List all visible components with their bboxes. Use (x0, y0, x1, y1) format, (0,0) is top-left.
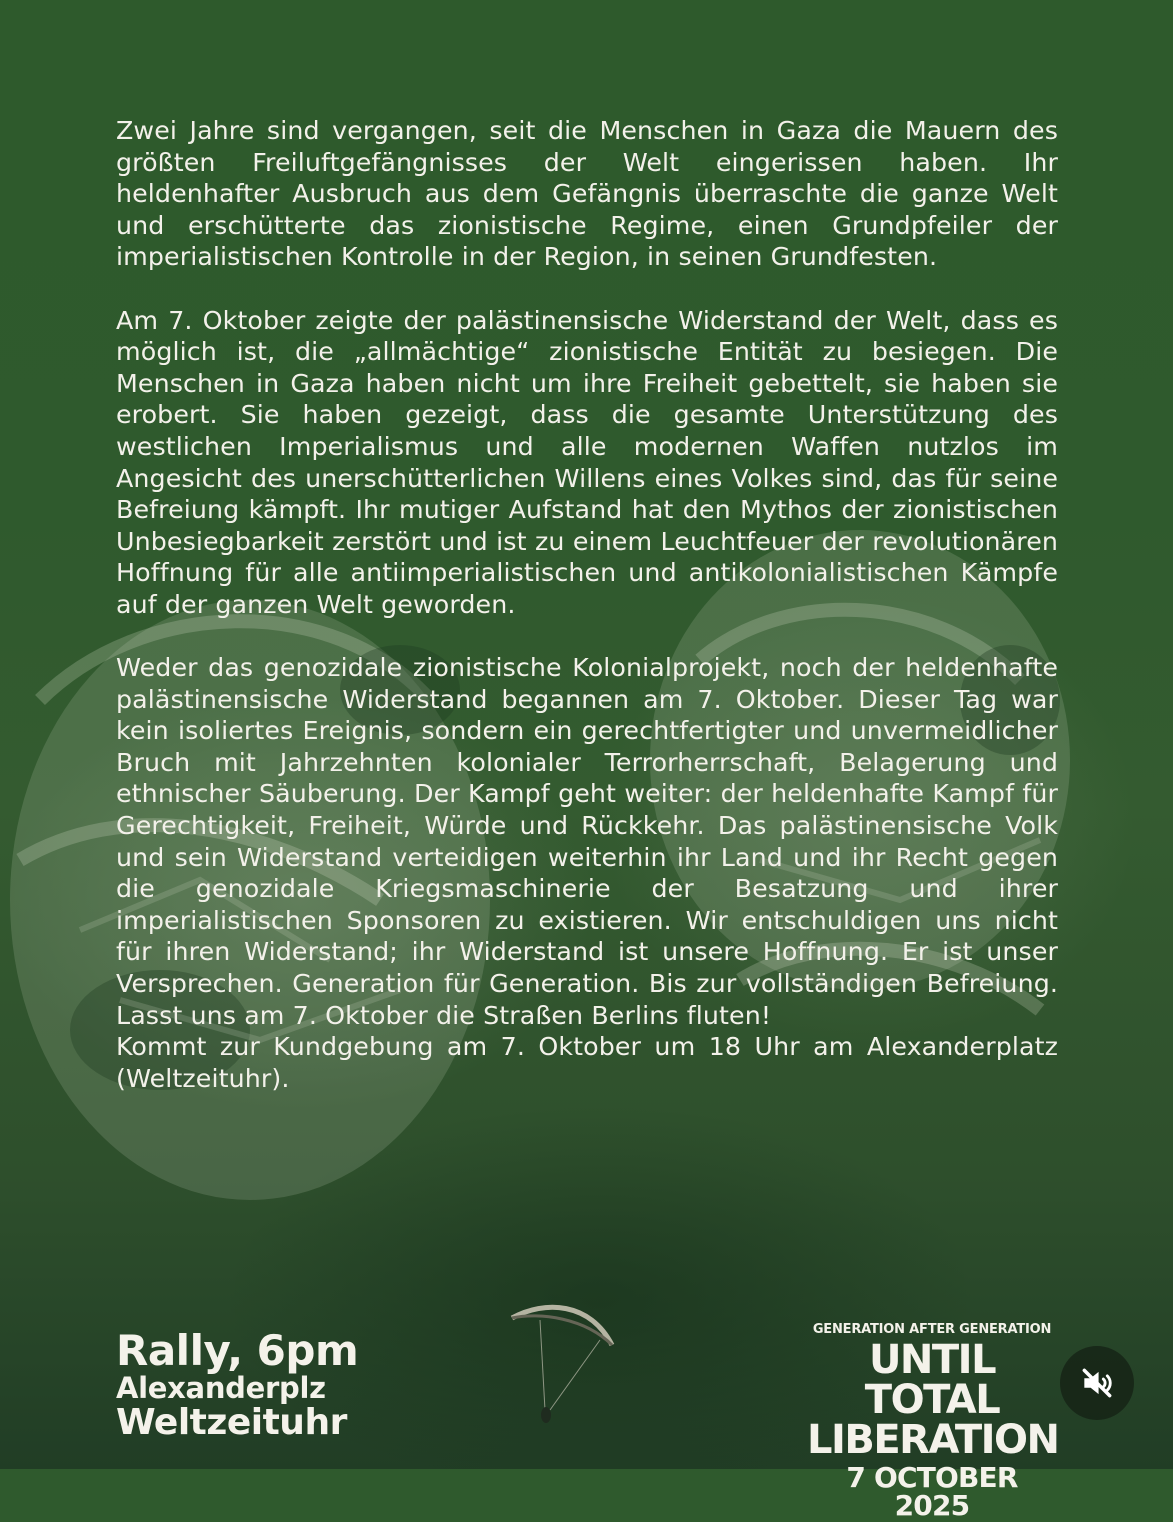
mute-button[interactable] (1060, 1346, 1134, 1420)
rally-landmark: Weltzeituhr (116, 1402, 347, 1443)
rally-location: Alexanderplz (116, 1371, 326, 1405)
paragraph-2: Am 7. Oktober zeigte der palästinensische Widerstand der Welt, dass es möglich ist, die „allmächtige“ zionistische Entität zu besiegen. Die Menschen in Gaza haben nicht um ihre Freiheit gebettelt, sie haben sie erobert. Sie haben gezeigt, dass die gesamte Unterstützung des westlichen Imperialismus und alle modernen Waffen nutzlos im Angesicht des unerschütterlichen Willens eines Volkes sind, das für seine Befreiung kämpft. Ihr mutiger Aufstand hat den Mythos der zionistischen Unbesiegbarkeit zerstört und ist zu einem Leuchtfeuer der revolutionären Hoffnung für alle antiimperialistischen und antikolonialistischen Kämpfe auf der ganzen Welt geworden. (116, 305, 1058, 619)
paragraph-1: Zwei Jahre sind vergangen, seit die Menschen in Gaza die Mauern des größten Freiluftgefängnisses der Welt eingerissen haben. Ihr heldenhafter Ausbruch aus dem Gefängnis überraschte die ganze Welt und erschütterte das zionistische Regime, einen Grundpfeiler der imperialistischen Kontrolle in der Region, in seinen Grundfesten. (116, 116, 1058, 272)
campaign-logo (807, 1323, 1057, 1520)
paraglider-figure (512, 1307, 612, 1423)
paragraph-4: Kommt zur Kundgebung am 7. Oktober um 18 Uhr am Alexanderplatz (Weltzeituhr). (116, 1032, 1058, 1093)
campaign-headline-1: UNTIL TOTAL (864, 1337, 1000, 1423)
rally-time: Rally, 6pm (116, 1326, 359, 1375)
rally-info (116, 1326, 359, 1443)
campaign-headline-2: LIBERATION (807, 1417, 1059, 1463)
campaign-tagline: GENERATION AFTER GENERATION (812, 1322, 1052, 1337)
statement-text (116, 115, 1058, 1094)
campaign-date: 7 OCTOBER 2025 (846, 1461, 1018, 1522)
paragraph-3: Weder das genozidale zionistische Kolonialprojekt, noch der heldenhafte palästinensische Widerstand begannen am 7. Oktober. Dieser Tag war kein isoliertes Ereignis, sondern ein gerechtfertigter und unvermeidlicher Bruch mit Jahrzehnten kolonialer Terrorherrschaft, Belagerung und ethnischer Säuberung. Der Kampf geht weiter: der heldenhafte Kampf für Gerechtigkeit, Freiheit, Würde und Rückkehr. Das palästinensische Volk und sein Widerstand verteidigen weiterhin ihr Land und ihr Recht gegen die genozidale Kriegsmaschinerie der Besatzung und ihrer imperialistischen Sponsoren zu existieren. Wir entschuldigen uns nicht für ihren Widerstand; ihr Widerstand ist unsere Hoffnung. Er ist unser Versprechen. Generation für Generation. Bis zur vollständigen Befreiung. Lasst uns am 7. Oktober die Straßen Berlins fluten! (116, 653, 1058, 1030)
speaker-muted-icon (1078, 1364, 1116, 1402)
